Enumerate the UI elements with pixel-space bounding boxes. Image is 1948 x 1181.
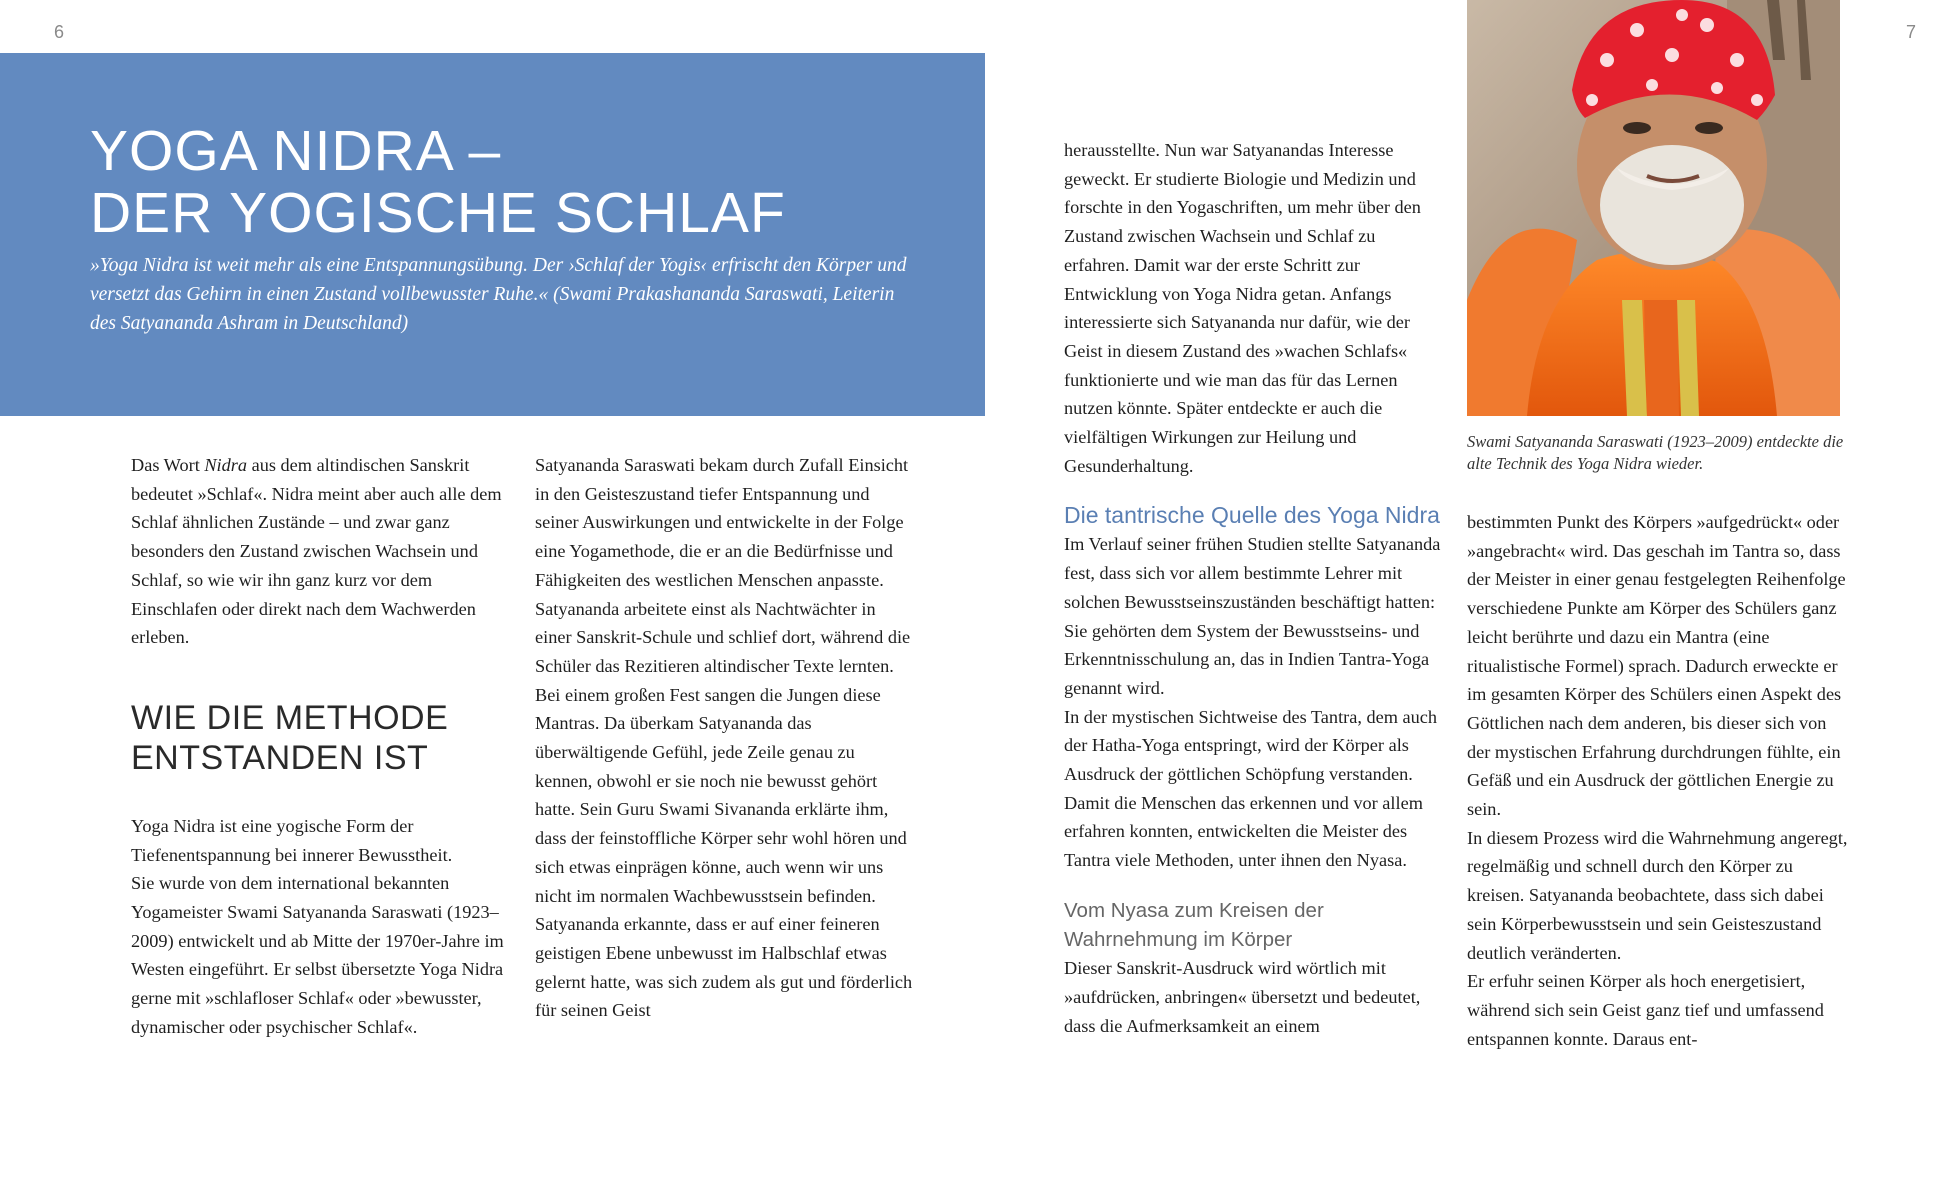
section-heading-methode (131, 698, 507, 778)
portrait-photo (1467, 0, 1840, 416)
paragraph-definition: Yoga Nidra ist eine yogische Form der Tiefenentspannung bei innerer Bewusstheit. (131, 815, 453, 865)
paragraph-interesse: herausstellte. Nun war Satyanandas Interesse geweckt. Er studierte Biologie und Medizin und forschte in den Yogaschriften, um mehr über den Zustand zwischen Wachsein und Schlaf zu erfahren. Damit war der erste Schritt zur Entwicklung von Yoga Nidra getan. Anfangs interessierte sich Satyananda nur dafür, wie der Geist in diesem Zustand des »wachen Schlafs« funktionierte und wie man das für das Lernen nutzen könnte. Später entdeckte er auch die vielfältigen Wirkungen zur Heilung und Gesunderhaltung. (1064, 140, 1421, 476)
paragraph-tantra: In der mystischen Sichtweise des Tantra, dem auch der Hatha-Yoga entspringt, wird der Körper als Ausdruck der göttlichen Schöpfung verstanden. Damit die Menschen das erkennen und vor allem erfahren konnten, entwickelten die Meister des Tantra viele Methoden, unter ihnen den Nyasa. (1064, 706, 1438, 871)
intro-term-nidra: Nidra (204, 455, 248, 475)
portrait-illustration (1467, 0, 1840, 416)
paragraph-punkt: bestimmten Punkt des Körpers »aufgedrückt« oder »angebracht« wird. Das geschah im Tantra so, dass der Meister in einer genau festgelegten Reihenfolge verschiedene Punkte am Körper des Schülers ganz leicht berührte und dazu ein Mantra (eine ritualistische Formel) sprach. Dadurch erweckte er im gesamten Körper des Schülers einen Aspekt des Göttlichen nach dem anderen, bis dieser sich von der mystischen Erfahrung durchdrungen fühlte, ein Gefäß und ein Ausdruck der göttlichen Energie zu sein. (1467, 512, 1846, 820)
subheading-nyasa: Vom Nyasa zum Kreisen der Wahrnehmung im Körper (1064, 898, 1324, 951)
column-1 (131, 451, 507, 1042)
heading-tantrische-quelle: Die tantrische Quelle des Yoga Nidra (1064, 502, 1440, 529)
paragraph-energetisiert: Er erfuhr seinen Körper als hoch energetisiert, während sich sein Geist ganz tief und umfassend entspannen konnte. Daraus ent- (1467, 971, 1824, 1049)
intro-paragraph (131, 451, 507, 652)
section-heading-line1: WIE DIE METHODE (131, 698, 449, 737)
column-2 (535, 451, 913, 1025)
paragraph-origin: Sie wurde von dem international bekannten Yogameister Swami Satyananda Saraswati (1923–2009) entwickelt und ab Mitte der 1970er-Jahre im Westen eingeführt. Er selbst übersetzte Yoga Nidra gerne mit »schlafloser Schlaf« oder »bewusster, dynamischer oder psychischer Schlaf«. (131, 873, 504, 1037)
paragraph-nachtwaechter: Satyananda arbeitete einst als Nachtwächter in einer Sanskrit-Schule und schlief dort, während die Schüler das Rezitieren altindischer Texte lernten. Bei einem großen Fest sangen die Jungen diese Mantras. Da überkam Satyananda das überwältigende Gefühl, jede Zeile genau zu kennen, obwohl er sie noch nie bewusst gehört hatte. Sein Guru Swami Sivananda erklärte ihm, dass der feinstoffliche Körper sehr wohl hören und sich etwas einprägen könne, auch wenn wir uns nicht im normalen Wachbewusstsein befinden. Satyananda erkannte, dass er auf einer feineren geistigen Ebene unbewusst im Halbschlaf etwas gelernt hatte, was sich zudem als gut und förderlich für seinen Geist (535, 598, 913, 1021)
page-title-line2: DER YOGISCHE SCHLAF (90, 181, 786, 245)
photo-caption: Swami Satyananda Saraswati (1923–2009) entdeckte die alte Technik des Yoga Nidra wieder. (1467, 432, 1844, 473)
intro-text-rest: aus dem altindischen Sanskrit bedeutet »Schlaf«. Nidra meint aber auch alle dem Schlaf ähnlichen Zustände – und zwar ganz besonders den Zustand zwischen Wachsein und Schlaf, so wie wir ihn ganz kurz vor dem Einschlafen oder direkt nach dem Wachwerden erleben. (131, 455, 502, 648)
page-title-line1: YOGA NIDRA – (90, 119, 502, 183)
section-heading-line2: ENTSTANDEN IST (131, 738, 429, 777)
intro-quote: »Yoga Nidra ist weit mehr als eine Entspannungsübung. Der ›Schlaf der Yogis‹ erfrischt den Körper und versetzt das Gehirn in einen Zustand vollbewusster Ruhe.« (Swami Prakashananda Saraswati, Leiterin des Satyananda Ashram in Deutschland) (90, 255, 907, 334)
column-4 (1467, 508, 1853, 1053)
page-number-left: 6 (54, 22, 65, 42)
paragraph-zufall: Satyananda Saraswati bekam durch Zufall Einsicht in den Geisteszustand tiefer Entspannung und seiner Auswirkungen und entwickelte in der Folge eine Yogamethode, die er an die Bedürfnisse und Fähigkeiten des westlichen Menschen anpasste. (535, 455, 909, 590)
column-3 (1064, 136, 1442, 1040)
paragraph-prozess: In diesem Prozess wird die Wahrnehmung angeregt, regelmäßig und schnell durch den Körper zu kreisen. Satyananda beobachtete, dass sich dabei sein Körperbewusstsein und sein Geisteszustand deutlich veränderten. (1467, 827, 1848, 963)
paragraph-studien: Im Verlauf seiner frühen Studien stellte Satyananda fest, dass sich vor allem bestimmte Lehrer mit solchen Bewusstseinszuständen beschäftigt hatten: Sie gehörten dem System der Bewusstseins- und Erkenntnisschulung an, das in Indien Tantra-Yoga genannt wird. (1064, 534, 1441, 698)
intro-text-start: Das Wort (131, 455, 205, 475)
page-title (90, 120, 950, 244)
page-number-right: 7 (1906, 22, 1917, 42)
paragraph-sanskrit-ausdruck: Dieser Sanskrit-Ausdruck wird wörtlich mit »aufdrücken, anbringen« übersetzt und bedeutet, dass die Aufmerksamkeit an einem (1064, 958, 1421, 1036)
